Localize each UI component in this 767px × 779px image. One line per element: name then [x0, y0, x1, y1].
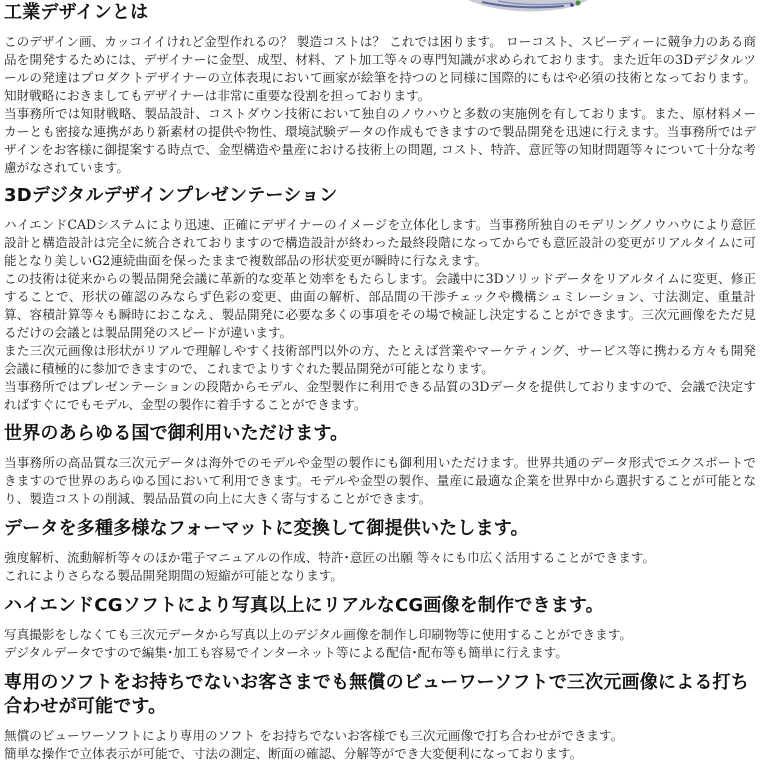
document-body: [4, 0, 756, 763]
section-heading: データを多種多様なフォーマットに変換して御提供いたします。: [4, 518, 529, 539]
paragraph: ハイエンドCADシステムにより迅速、正確にデザイナーのイメージを立体化します。当事務所独自のモデリングノウハウにより意匠設計と構造設計は完全に統合されておりますので構造設計が終わった最終段階になってからでも意匠設計の変更がリアルタイムに可能となり美しいG2連続曲面を保ったままで複数部品の形状変更が瞬時に行なえます。: [4, 217, 756, 268]
paragraph: 無償のビューワーソフトにより専用のソフト をお持ちでないお客様でも三次元画像で打ち合わせができます。: [4, 728, 624, 743]
paragraph: これによりさらなる製品開発期間の短縮が可能となります。: [4, 568, 344, 583]
section-heading: ハイエンドCGソフトにより写真以上にリアルなCG画像を制作できます。: [4, 595, 604, 616]
section-industrial-design: [4, 1, 756, 177]
section-format-conversion: [4, 517, 756, 585]
paragraph: このデザイン画、カッコイイけれど金型作れるの？ 製造コストは？ これでは困ります。 ローコスト、スピーディーに競争力のある商品を開発するためには、デザイナーに金型、成型、材料、アト加工等々の専門知識が求められております。また近年の3Dデジタルツールの発達はプロダクトデザイナーの立体表現において画家が絵筆を持つのと同様に国際的にもはや必須の技術となっております。 知財戦略におきましてもデザイナーは非常に重要な役割を担っております。: [4, 34, 756, 103]
section-heading: 専用のソフトをお持ちでないお客さまでも無償のビューワーソフトで三次元画像による打ち合わせが可能です。: [4, 672, 749, 717]
paragraph: また三次元画像は形状がリアルで理解しやすく技術部門以外の方、たとえば営業やマーケティング、サービス等に携わる方々も開発会議に積極的に参加できますので、これまでよりすぐれた製品開発が可能となります。: [4, 343, 756, 376]
paragraph: 簡単な操作で立体表示が可能で、寸法の測定、断面の確認、分解等ができ大変便利になっております。: [4, 746, 583, 761]
section-heading: 世界のあらゆる国で御利用いただけます。: [4, 423, 349, 444]
paragraph: 強度解析、流動解析等々のほか電子マニュアルの作成、特許･意匠の出願 等々にも巾広く活用することができます。: [4, 550, 656, 565]
section-3d-presentation: [4, 184, 756, 414]
paragraph: 当事務所の高品質な三次元データは海外でのモデルや金型の製作にも御利用いただけます。世界共通のデータ形式でエクスポートできますので世界のあらゆる国において利用できます。モデルや金型の製作、量産に最適な企業を世界中から選択することが可能となり、製造コストの削減、製品品質の向上に大きく寄与することができます。: [4, 455, 756, 506]
section-heading: 3Dデジタルデザインプレゼンテーション: [4, 185, 338, 206]
paragraph: 写真撮影をしなくても三次元データから写真以上のデジタル画像を制作し印刷物等に使用することができます。: [4, 627, 632, 642]
paragraph: 当事務所ではプレゼンテーションの段階からモデル、金型製作に利用できる品質の3Dデータを提供しておりますので、会議で決定すればすぐにでもモデル、金型の製作に着手することができます。: [4, 379, 756, 412]
section-cg-images: [4, 594, 756, 662]
section-worldwide-use: [4, 422, 756, 508]
paragraph: 当事務所では知財戦略、製品設計、コストダウン技術において独自のノウハウと多数の実施例を有しております。また、原材料メーカーとも密接な連携があり新素材の提供や物性、環境試験データの作成もできますので製品開発を迅速に行えます。当事務所ではデザインをお客様に御提案する時点で、金型構造や量産における技術上の問題, コスト、特許、意匠等の知財問題等々について十分な考慮がなされています。: [4, 106, 756, 175]
section-heading: 工業デザインとは: [4, 2, 149, 23]
paragraph: この技術は従来からの製品開発会議に革新的な変革と効率をもたらします。会議中に3Dソリッドデータをリアルタイムに変更、修正することで、形状の確認のみならず色彩の変更、曲面の解析、部品間の干渉チェックや機構シュミレーション、寸法測定、重量計算、容積計算等々も瞬時におこなえ、製品開発に必要な多くの事項をその場で検証し決定することができます。三次元画像をただ見るだけの会議とは製品開発のスピードが違います。: [4, 271, 756, 340]
section-viewer-software: [4, 671, 756, 763]
paragraph: デジタルデータですので編集･加工も容易でインターネット等による配信･配布等も簡単に行えます。: [4, 645, 568, 660]
